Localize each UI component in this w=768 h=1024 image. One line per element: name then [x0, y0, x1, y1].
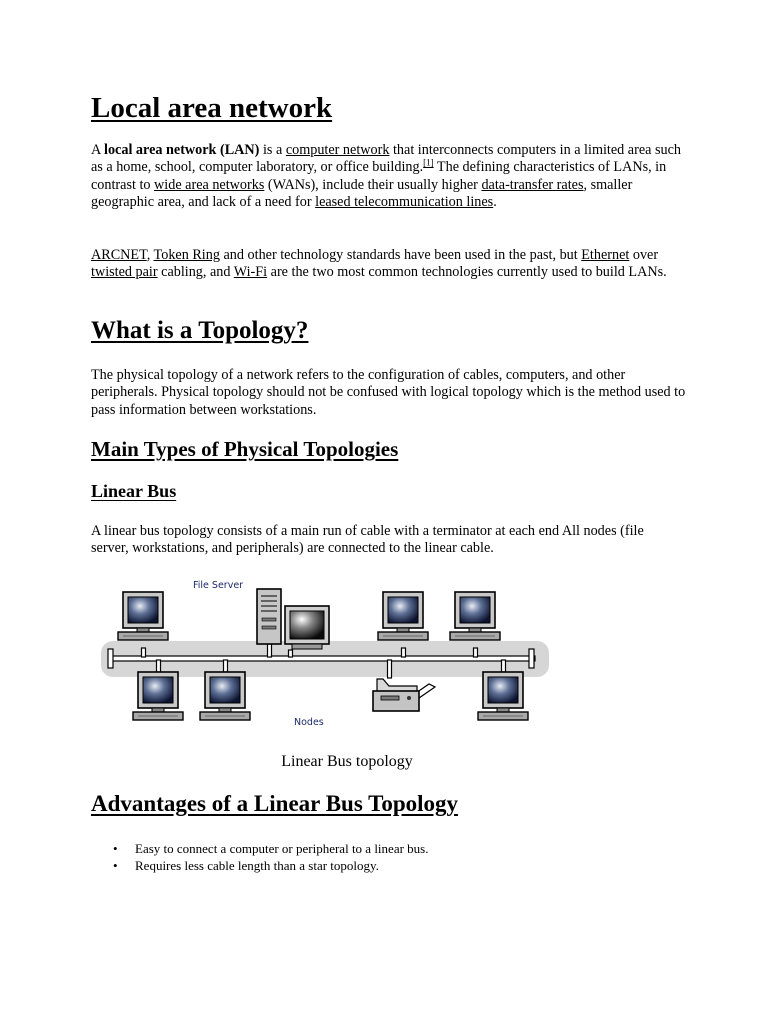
link-computer-network[interactable]: computer network: [285, 142, 390, 158]
file-server-monitor-icon: [285, 606, 329, 649]
link-ethernet[interactable]: Ethernet: [581, 247, 630, 263]
linear-bus-diagram: [91, 574, 551, 734]
link-leased-telecommunication-lines[interactable]: leased telecommunication lines: [315, 194, 494, 211]
text: is a: [259, 142, 286, 158]
paragraph-topology: The physical topology of a network refers to the configuration of cables, computers, and other peripherals. Physical topology should not be confused with logical topology which is the method used to pass information between workstations.: [91, 367, 686, 418]
heading-advantages: Advantages of a Linear Bus Topology: [91, 791, 459, 816]
advantages-list: [91, 840, 428, 874]
text: (WANs), include their usually higher: [264, 176, 482, 193]
bus-cable: [111, 656, 535, 661]
text: that interconnects computers in a limited area such as a home, school, computer laboratory, or office building.: [91, 142, 681, 176]
text: are the two most common technologies currently used to build LANs.: [267, 264, 667, 281]
workstation-icon: [478, 672, 528, 720]
heading-local-area-network: Local area network: [91, 92, 333, 124]
paragraph-lan-definition: [91, 142, 681, 212]
terminator-left: [108, 649, 113, 668]
link-wi-fi[interactable]: Wi-Fi: [233, 264, 268, 281]
text: , smaller geographic area, and lack of a need for: [91, 176, 633, 211]
text: and other technology standards have been used in the past, but: [219, 247, 582, 263]
bold-term-lan: local area network (LAN): [104, 142, 260, 158]
workstation-icon: [378, 592, 428, 640]
citation-link[interactable]: [1]: [423, 157, 434, 168]
diagram-caption: Linear Bus topology: [281, 753, 413, 770]
text: over: [629, 247, 659, 263]
paragraph-lan-technologies: [91, 247, 681, 282]
text: ,: [146, 247, 154, 263]
text: A: [91, 142, 105, 158]
link-twisted-pair[interactable]: twisted pair: [91, 264, 158, 281]
text: cabling, and: [157, 264, 234, 281]
file-server-icon: [257, 589, 281, 644]
nodes-label: Nodes: [294, 717, 324, 728]
heading-what-is-topology: What is a Topology?: [91, 317, 309, 344]
terminator-right: [529, 649, 534, 668]
paragraph-linear-bus: A linear bus topology consists of a main run of cable with a terminator at each end All nodes (file server, workstations, and peripherals) are connected to the linear cable.: [91, 523, 644, 557]
heading-main-types: Main Types of Physical Topologies: [91, 437, 399, 461]
workstation-icon: [118, 592, 168, 640]
printer-icon: [373, 679, 435, 711]
workstation-icon: [200, 672, 250, 720]
workstation-icon: [450, 592, 500, 640]
heading-linear-bus: Linear Bus: [91, 481, 177, 501]
list-item: • Easy to connect a computer or peripheral to a linear bus.: [91, 840, 428, 857]
file-server-label: File Server: [193, 580, 244, 591]
link-data-transfer-rates[interactable]: data-transfer rates: [481, 176, 584, 193]
link-arcnet[interactable]: ARCNET: [91, 247, 147, 263]
link-wide-area-networks[interactable]: wide area networks: [154, 176, 265, 193]
text: .: [493, 194, 497, 211]
list-item: • Requires less cable length than a star topology.: [91, 857, 428, 874]
text: The defining characteristics of LANs, in contrast to: [91, 159, 667, 193]
workstation-icon: [133, 672, 183, 720]
link-token-ring[interactable]: Token Ring: [153, 247, 220, 263]
